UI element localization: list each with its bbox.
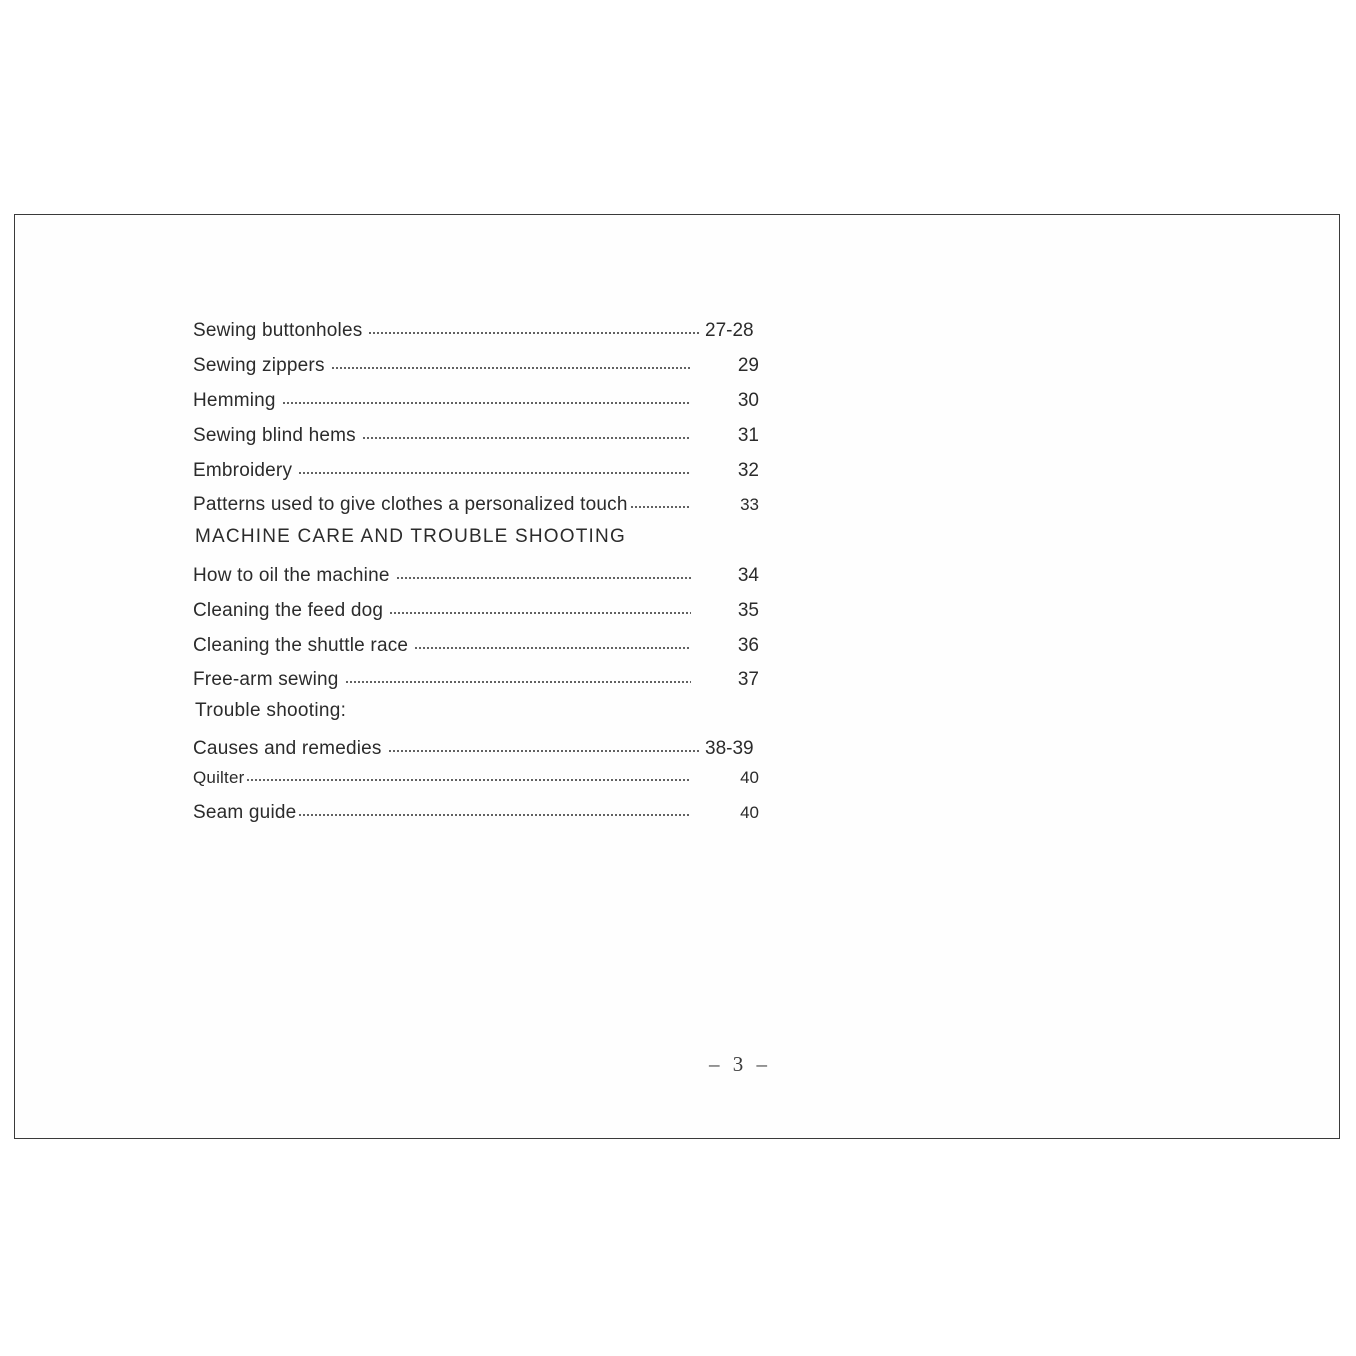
toc-entry-sewing-blind-hems[interactable] [193,421,763,449]
toc-entry-title: Seam guide [193,802,297,823]
toc-entry-page: 33 [740,495,759,514]
toc-entry-quilter[interactable] [193,763,763,791]
dot-leader [345,667,691,687]
dot-leader [414,633,691,653]
toc-entry-title: Cleaning the feed dog [193,600,384,621]
page-number: – 3 – [709,1052,771,1076]
toc-entry-embroidery[interactable] [193,456,763,484]
toc-entry-title: Causes and remedies [193,738,382,759]
toc-entry-patterns[interactable] [193,490,763,518]
dot-leader [630,492,691,512]
toc-entry-title: Sewing zippers [193,355,325,376]
toc-entry-feed-dog[interactable] [193,596,763,624]
toc-entry-causes-remedies[interactable] [193,734,763,762]
toc-entry-seam-guide[interactable] [193,798,763,826]
toc-entry-page: 37 [737,669,759,690]
dot-leader [362,423,691,443]
toc-entry-page: 38-39 [705,738,754,759]
toc-entry-title: Quilter [193,768,245,787]
toc-entry-page: 36 [737,635,759,656]
toc-entry-title: Hemming [193,390,276,411]
toc-entry-sewing-zippers[interactable] [193,351,763,379]
dot-leader [282,388,691,408]
toc-entry-page: 31 [737,425,759,446]
toc-entry-shuttle-race[interactable] [193,631,763,659]
toc-entry-title: Sewing buttonholes [193,320,363,341]
toc-entry-sewing-buttonholes[interactable] [193,316,763,344]
toc-entry-page: 40 [740,803,759,822]
dot-leader [298,458,691,478]
toc-entry-title: Patterns used to give clothes a personalized touch [193,494,628,515]
toc-entry-page: 30 [737,390,759,411]
toc-entry-oil-machine[interactable] [193,561,763,589]
dot-leader [388,736,699,756]
dot-leader [396,563,691,583]
toc-entry-free-arm[interactable] [193,665,763,693]
toc-entry-title: Sewing blind hems [193,425,356,446]
section-heading-machine-care: MACHINE CARE AND TROUBLE SHOOTING [195,526,626,547]
toc-entry-hemming[interactable] [193,386,763,414]
toc-entry-title: How to oil the machine [193,565,390,586]
toc-entry-title: Embroidery [193,460,293,481]
dot-leader [331,353,691,373]
toc-entry-title: Cleaning the shuttle race [193,635,409,656]
toc-entry-page: 29 [737,355,759,376]
sub-heading-trouble-shooting: Trouble shooting: [195,700,347,721]
toc-entry-page: 27-28 [705,320,754,341]
dot-leader [389,598,691,618]
dot-leader [298,800,691,820]
dot-leader [368,318,699,338]
toc-entry-page: 40 [740,768,759,787]
toc-entry-page: 32 [737,460,759,481]
toc-entry-title: Free-arm sewing [193,669,339,690]
toc-entry-page: 35 [737,600,759,621]
dot-leader [246,765,691,785]
toc-entry-page: 34 [737,565,759,586]
